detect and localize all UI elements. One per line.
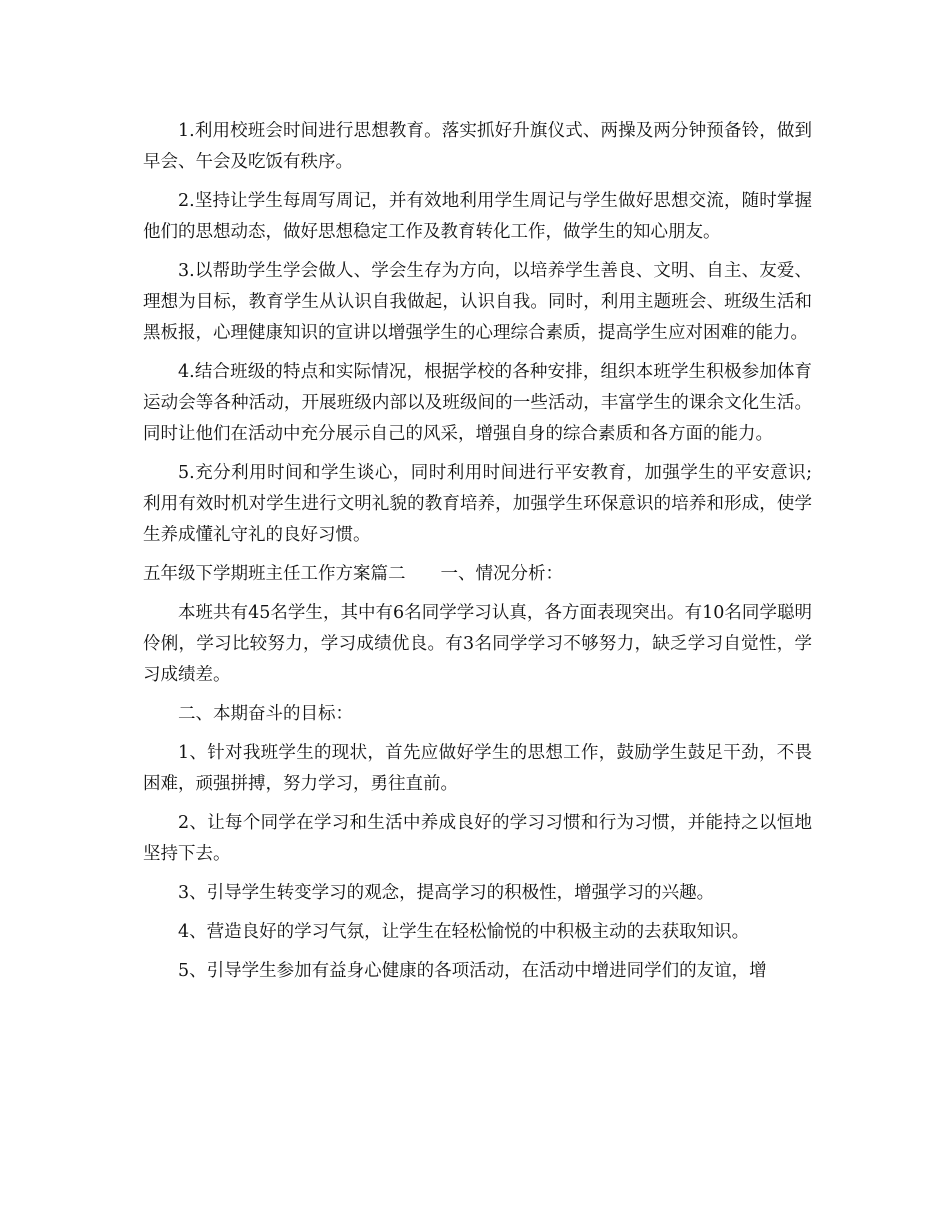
paragraph-item-4: 4.结合班级的特点和实际情况，根据学校的各种安排，组织本班学生积极参加体育运动会等各种活动，开展班级内部以及班级间的一些活动，丰富学生的课余文化生活。同时让他们在活动中充分展示自己的风采，增强自身的综合素质和各方面的能力。 — [143, 362, 812, 444]
goal-item-2: 2、让每个同学在学习和生活中养成良好的学习习惯和行为习惯，并能持之以恒地坚持下去。 — [143, 813, 812, 864]
goal-item-3: 3、引导学生转变学习的观念，提高学习的积极性，增强学习的兴趣。 — [178, 883, 715, 903]
section-heading: 五年级下学期班主任工作方案篇二 一、情况分析： — [143, 564, 563, 584]
paragraph-item-3: 3.以帮助学生学会做人、学会生存为方向，以培养学生善良、文明、自主、友爱、理想为目标，教育学生从认识自我做起，认识自我。同时，利用主题班会、班级生活和黑板报，心理健康知识的宣讲以增强学生的心理综合素质，提高学生应对困难的能力。 — [143, 261, 812, 343]
goal-item-1: 1、针对我班学生的现状，首先应做好学生的思想工作，鼓励学生鼓足干劲，不畏困难，顽强拼搏，努力学习，勇往直前。 — [143, 743, 812, 794]
paragraph-item-2: 2.坚持让学生每周写周记，并有效地利用学生周记与学生做好思想交流，随时掌握他们的思想动态，做好思想稳定工作及教育转化工作，做学生的知心朋友。 — [143, 191, 812, 242]
goals-subheading: 二、本期奋斗的目标： — [178, 704, 353, 724]
situation-analysis-paragraph: 本班共有45名学生，其中有6名同学学习认真，各方面表现突出。有10名同学聪明伶俐，学习比较努力，学习成绩优良。有3名同学学习不够努力，缺乏学习自觉性，学习成绩差。 — [143, 603, 812, 685]
paragraph-item-1: 1.利用校班会时间进行思想教育。落实抓好升旗仪式、两操及两分钟预备铃，做到早会、午会及吃饭有秩序。 — [143, 121, 812, 172]
paragraph-item-5: 5.充分利用时间和学生谈心，同时利用时间进行平安教育，加强学生的平安意识;利用有效时机对学生进行文明礼貌的教育培养，加强学生环保意识的培养和形成，使学生养成懂礼守礼的良好习惯。 — [143, 463, 812, 545]
goal-item-4: 4、营造良好的学习气氛，让学生在轻松愉悦的中积极主动的去获取知识。 — [178, 922, 750, 942]
goal-item-5: 5、引导学生参加有益身心健康的各项活动，在活动中增进同学们的友谊，增 — [178, 961, 767, 981]
